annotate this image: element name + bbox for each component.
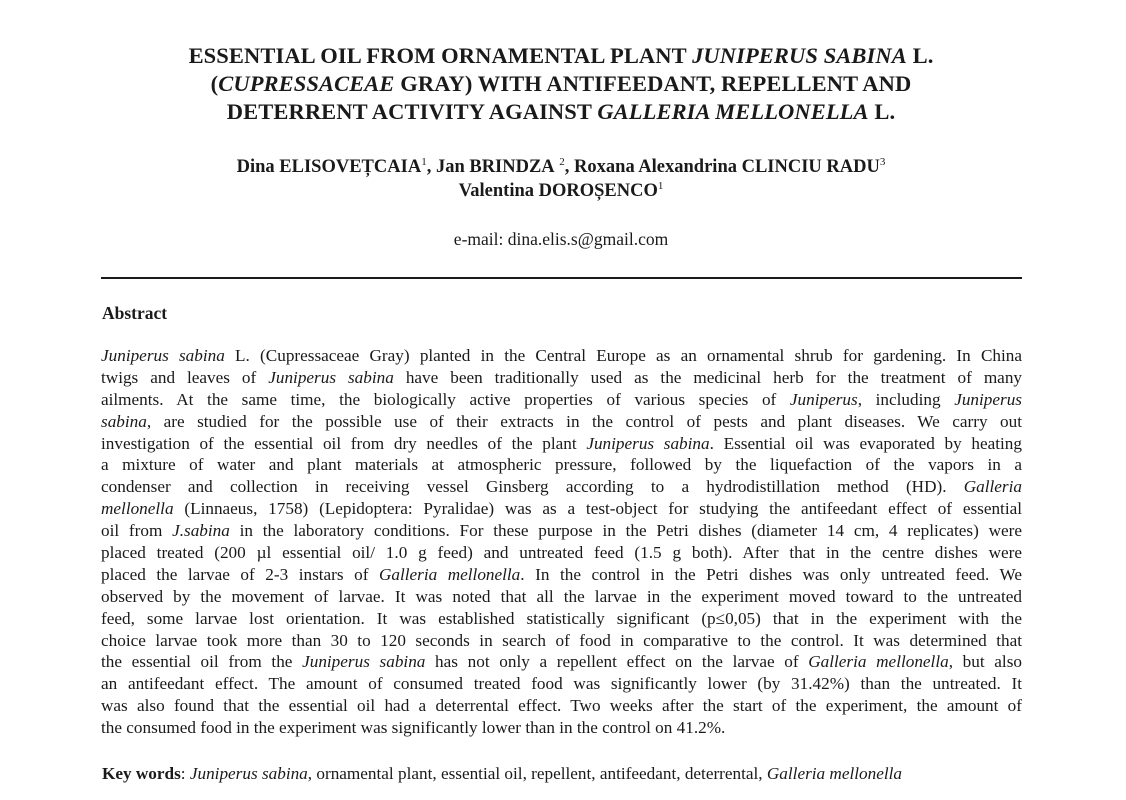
abstract-line: observed by the movement of larvae. It was noted that all the larvae in the experiment moved toward to the untreated: [101, 586, 1022, 606]
author-name: , Roxana Alexandrina CLINCIU RADU: [564, 157, 880, 177]
contact-email: e-mail: dina.elis.s@gmail.com: [453, 229, 669, 249]
abstract-line: the consumed food in the experiment was significantly lower than in the control on 41.2%.: [101, 718, 726, 738]
keyword-species: Galleria mellonella: [766, 764, 902, 783]
abstract-body: [101, 345, 1022, 739]
abstract-line: placed treated (200 µl essential oil/ 1.0 g feed) and untreated feed (1.5 g both). After that in the centre dishes were: [101, 543, 1022, 563]
abstract-line: feed, some larvae lost orientation. It was established statistically significant (p≤0,05) that in the experiment with the: [101, 608, 1022, 628]
abstract-line: sabina, are studied for the possible use of their extracts in the control of pests and plant diseases. We carry out: [101, 411, 1022, 431]
keywords-list: , ornamental plant, essential oil, repellent, antifeedant, deterrental,: [307, 764, 767, 783]
author-list: [100, 155, 1022, 203]
affiliation-marker: 3: [879, 156, 886, 168]
abstract-line: a mixture of water and plant materials at atmospheric pressure, followed by the liquefaction of the vapors in a: [101, 455, 1022, 475]
abstract-line: investigation of the essential oil from dry needles of the plant Juniperus sabina. Essential oil was evaporated by heating: [101, 433, 1022, 453]
keyword-species: Juniperus sabina: [189, 764, 308, 783]
author-name: , Jan BRINDZA: [426, 157, 555, 177]
paper-title: [100, 42, 1022, 126]
abstract-line: placed the larvae of 2-3 instars of Galleria mellonella. In the control in the Petri dishes was only untreated feed. We: [101, 564, 1022, 584]
affiliation-marker: 2: [559, 156, 565, 168]
abstract-line: was also found that the essential oil had a deterrental effect. Two weeks after the start of the experiment, the amount of: [101, 696, 1022, 716]
abstract-line: condenser and collection in receiving vessel Ginsberg according to a hydrodistillation method (HD). Galleria: [101, 477, 1022, 497]
keywords-label: Key words: [102, 764, 181, 783]
title-line: (CUPRESSACEAE GRAY) WITH ANTIFEEDANT, REPELLENT AND: [210, 71, 912, 96]
keywords: [102, 763, 1022, 785]
abstract-line: the essential oil from the Juniperus sabina has not only a repellent effect on the larvae of Galleria mellonella, but also: [101, 652, 1022, 672]
section-divider: [101, 277, 1022, 279]
abstract-line: ailments. At the same time, the biologically active properties of various species of Juniperus, including Juniperus: [101, 389, 1022, 409]
affiliation-marker: 1: [421, 156, 427, 168]
author-name: Valentina DOROȘENCO: [458, 181, 658, 201]
keywords-separator: :: [180, 764, 190, 783]
author-name: Dina ELISOVEȚCAIA: [236, 157, 422, 177]
author-line: [100, 155, 1022, 179]
abstract-line: an antifeedant effect. The amount of consumed treated food was significantly lower (by 31.42%) than the untreated. It: [101, 674, 1022, 694]
title-line: ESSENTIAL OIL FROM ORNAMENTAL PLANT JUNIPERUS SABINA L.: [188, 43, 934, 68]
abstract-line: Juniperus sabina L. (Cupressaceae Gray) planted in the Central Europe as an ornamental shrub for gardening. In China: [101, 346, 1023, 365]
title-line: DETERRENT ACTIVITY AGAINST GALLERIA MELLONELLA L.: [226, 99, 896, 124]
abstract-line: mellonella (Linnaeus, 1758) (Lepidoptera: Pyralidae) was as a test-object for studying the antifeedant effect of essential: [101, 499, 1022, 519]
author-line: [100, 179, 1022, 203]
abstract-line: choice larvae took more than 30 to 120 seconds in search of food in comparative to the control. It was determined that: [101, 630, 1022, 650]
abstract-heading: Abstract: [102, 303, 168, 323]
affiliation-marker: 1: [657, 180, 664, 192]
abstract-line: oil from J.sabina in the laboratory conditions. For these purpose in the Petri dishes (diameter 14 cm, 4 replicates) were: [101, 521, 1022, 541]
abstract-line: twigs and leaves of Juniperus sabina have been traditionally used as the medicinal herb for the treatment of many: [101, 367, 1023, 387]
